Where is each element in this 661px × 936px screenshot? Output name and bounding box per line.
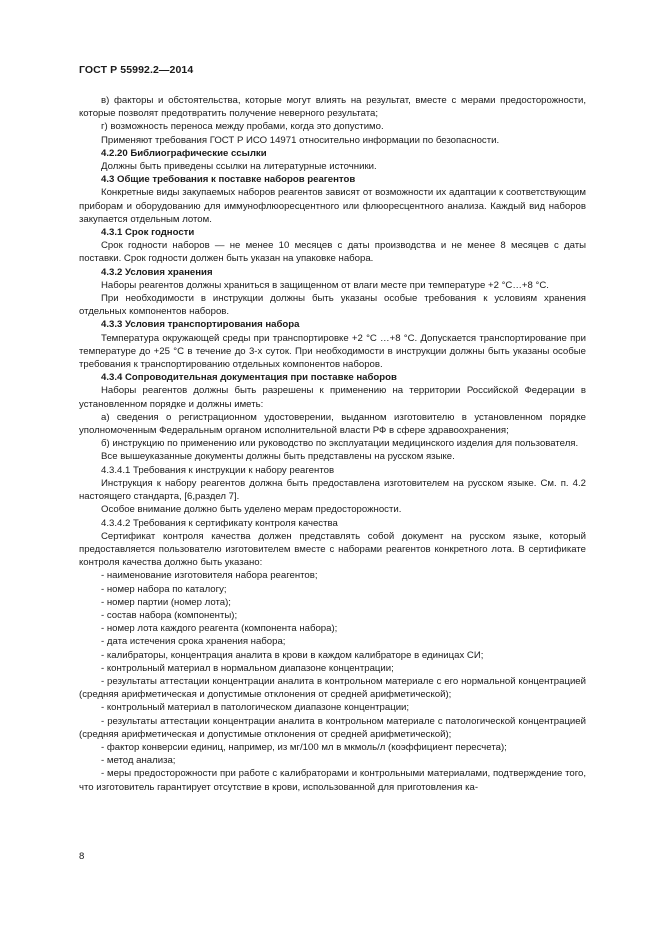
- list-item: - фактор конверсии единиц, например, из мг/100 мл в мкмоль/л (коэффициент пересчета);: [101, 741, 507, 753]
- paragraph: Применяют требования ГОСТ Р ИСО 14971 относительно информации по безопасности.: [101, 134, 500, 146]
- section-heading: 4.3.3 Условия транспортирования набора: [101, 319, 300, 331]
- paragraph: Конкретные виды закупаемых наборов реагентов зависят от возможности их адаптации к соответствующим приборам и оборудованию для иммунофлюоресцентного или флюоресцентного анализа. Каждый вид наборов закупается отдельным лотом.: [79, 187, 586, 225]
- list-item: - наименование изготовителя набора реагентов;: [101, 570, 318, 582]
- paragraph: г) возможность переноса между пробами, когда это допустимо.: [101, 121, 384, 133]
- paragraph: Инструкция к набору реагентов должна быть предоставлена изготовителем на русском языке. См. п. 4.2 настоящего стандарта, [6,раздел 7].: [79, 477, 586, 503]
- paragraph: а) сведения о регистрационном удостоверении, выданном изготовителю в установленном порядке уполномоченным Федеральным органом исполнительной власти РФ в сфере здравоохранения;: [79, 411, 586, 437]
- paragraph: Особое внимание должно быть уделено мерам предосторожности.: [101, 504, 402, 516]
- list-item: - номер набора по каталогу;: [101, 583, 227, 595]
- list-item: - контрольный материал в нормальном диапазоне концентрации;: [101, 662, 394, 674]
- paragraph: Наборы реагентов должны храниться в защищенном от влаги месте при температуре +2 °С…+8 °С.: [101, 279, 549, 291]
- section-heading: 4.3.1 Срок годности: [101, 227, 195, 239]
- list-item: - состав набора (компоненты);: [101, 609, 238, 621]
- document-body: [79, 94, 586, 794]
- paragraph: Сертификат контроля качества должен представлять собой документ на русском языке, который предоставляется пользователю изготовителем вместе с наборами реагентов конкретного лота. В сертификате контроля качества должно быть указано:: [79, 530, 586, 569]
- section-heading: 4.3.4 Сопроводительная документация при поставке наборов: [101, 372, 397, 384]
- page-number: 8: [79, 851, 85, 862]
- paragraph: При необходимости в инструкции должны быть указаны особые требования к условиям хранения отдельных компонентов наборов.: [79, 293, 586, 318]
- subsection-heading: 4.3.4.2 Требования к сертификату контроля качества: [101, 517, 338, 529]
- section-heading: 4.3.2 Условия хранения: [101, 266, 213, 278]
- paragraph: Должны быть приведены ссылки на литературные источники.: [101, 161, 377, 173]
- list-item: - калибраторы, концентрация аналита в крови в каждом калибраторе в единицах СИ;: [101, 649, 484, 661]
- list-item: - результаты аттестации концентрации аналита в контрольном материале с патологической концентрацией (средняя арифметическая и допустимые отклонения от средней арифметической);: [79, 715, 586, 740]
- list-item: - номер лота каждого реагента (компонента набора);: [101, 623, 338, 635]
- section-heading: 4.2.20 Библиографические ссылки: [101, 147, 267, 159]
- paragraph: Срок годности наборов — не менее 10 месяцев с даты производства и не менее 8 месяцев с даты поставки. Срок годности должен быть указан на упаковке набора.: [79, 240, 586, 265]
- paragraph: в) факторы и обстоятельства, которые могут влиять на результат, вместе с мерами предосторожности, которые позволят предотвратить получение неверного результата;: [79, 95, 586, 120]
- paragraph: Наборы реагентов должны быть разрешены к применению на территории Российской Федерации в установленном порядке и должны иметь:: [79, 385, 586, 410]
- paragraph: Температура окружающей среды при транспортировке +2 °С …+8 °С. Допускается транспортирование при температуре до +25 °С в течение до 3-х суток. При необходимости в инструкции должны быть указаны особые требования к транспортированию отдельных компонентов наборов.: [79, 332, 586, 371]
- list-item: - меры предосторожности при работе с калибраторами и контрольными материалами, подтверждение того, что изготовитель гарантирует отсутствие в крови, использованной для приготовления ка-: [79, 768, 586, 793]
- section-heading: 4.3 Общие требования к поставке наборов реагентов: [101, 174, 356, 186]
- list-item: - метод анализа;: [101, 755, 176, 767]
- subsection-heading: 4.3.4.1 Требования к инструкции к набору реагентов: [101, 464, 335, 476]
- document-header: ГОСТ Р 55992.2—2014: [79, 64, 194, 76]
- paragraph: Все вышеуказанные документы должны быть представлены на русском языке.: [101, 451, 455, 463]
- list-item: - номер партии (номер лота);: [101, 596, 231, 608]
- paragraph: б) инструкцию по применению или руководство по эксплуатации медицинского изделия для пользователя.: [101, 438, 579, 450]
- list-item: - контрольный материал в патологическом диапазоне концентрации;: [101, 702, 410, 714]
- list-item: - результаты аттестации концентрации аналита в контрольном материале с его нормальной концентрацией (средняя арифметическая и допустимые отклонения от средней арифметической);: [79, 675, 586, 701]
- list-item: - дата истечения срока хранения набора;: [101, 636, 286, 648]
